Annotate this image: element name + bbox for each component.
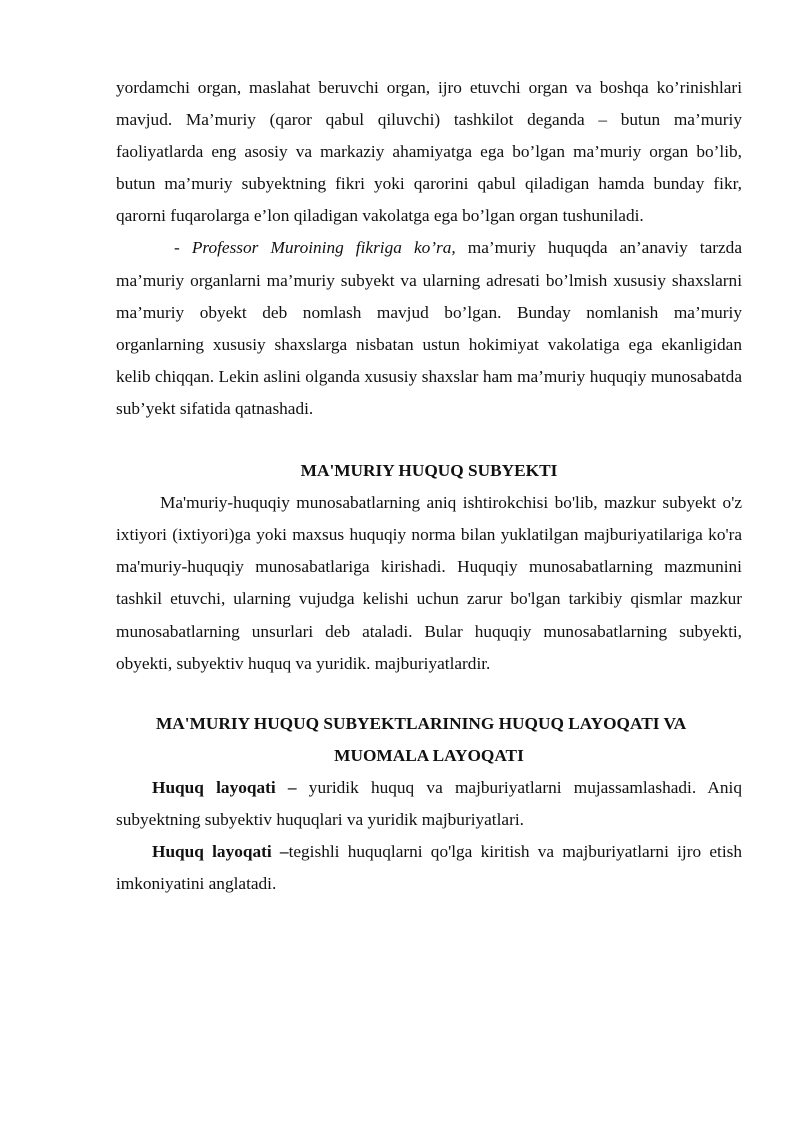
huquq-layoqati-paragraph-1 [116, 772, 742, 836]
term-huquq-layoqati: Huquq layoqati – [152, 842, 289, 862]
intro-paragraph: yordamchi organ, maslahat beruvchi organ, ijro etuvchi organ va boshqa ko’rinishlari mavjud. Ma’muriy (qaror qabul qiluvchi) tashkilot deganda – butun ma’muriy faoliyatlarda eng asosiy va markaziy ahamiyatga ega bo’lgan ma’muriy organ bo’lib, butun ma’muriy subyektning fikri yoki qarorini qabul qiladigan hamda bunday fikr, qarorni fuqarolarga e’lon qiladigan vakolatga ega bo’lgan organ tushuniladi. [116, 78, 742, 226]
professor-text: ma’muriy huquqda an’anaviy tarzda ma’muriy organlarni ma’muriy subyekt va ularning adresati bo’lmish xususiy shaxslarni ma’muriy obyekt deb nomlash mavjud bo’lgan. Bunday nomlanish ma’muriy organlarning xususiy shaxslarga nisbatan ustun hokimiyat vakolatiga ega ekanligidan kelib chiqqan. Lekin aslini olganda xususiy shaxslar ham ma’muriy huquqiy munosabatda sub’yekt sifatida qatnashadi. [116, 238, 742, 418]
document-page [116, 72, 742, 900]
spacer [116, 425, 742, 455]
section-heading-layoqat-line1: MA'MURIY HUQUQ SUBYEKTLARINING HUQUQ LAYOQATI VA [156, 713, 687, 733]
section-heading-subyekt: MA'MURIY HUQUQ SUBYEKTI [300, 461, 558, 481]
spacer [116, 680, 742, 708]
professor-paragraph [116, 232, 742, 425]
huquq-layoqati-paragraph-2 [116, 836, 742, 900]
definition-text: yuridik huquq va majburiyatlarni mujassamlashadi. Aniq subyektning subyektiv huquqlari va yuridik majburiyatlari. [116, 777, 742, 829]
section-heading-layoqat-line2: MUOMALA LAYOQATI [334, 745, 524, 765]
definition-text: tegishli huquqlarni qo'lga kiritish va majburiyatlarni ijro etish imkoniyatini anglatadi. [116, 842, 742, 894]
term-huquq-layoqati: Huquq layoqati – [152, 777, 297, 797]
professor-lead: - Professor Muroining fikriga ko’ra, [174, 238, 456, 258]
subyekt-paragraph: Ma'muriy-huquqiy munosabatlarning aniq ishtirokchisi bo'lib, mazkur subyekt o'z ixtiyori (ixtiyori)ga yoki maxsus huquqiy norma bilan yuklatilgan majburiyatilariga ko'ra ma'muriy-huquqiy munosabatlariga kirishadi. Huquqiy munosabatlarning mazmunini tashkil etuvchi, ularning vujudga kelishi uchun zarur bo'lgan tarkibiy qismlar mazkur munosabatlarning unsurlari deb ataladi. Bular huquqiy munosabatlarning subyekti, obyekti, subyektiv huquq va yuridik. majburiyatlardir. [116, 493, 742, 673]
